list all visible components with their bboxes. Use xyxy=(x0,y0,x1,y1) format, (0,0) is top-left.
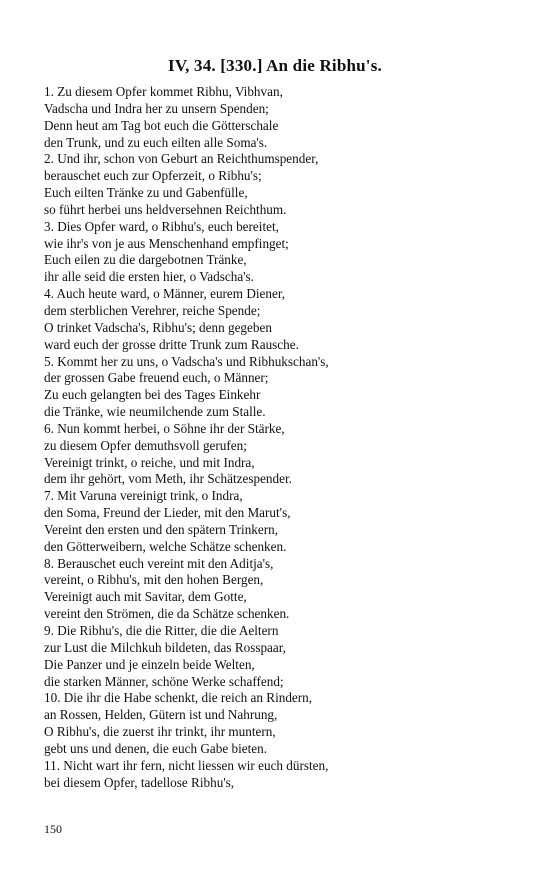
verse-line: die Tränke, wie neumilchende zum Stalle. xyxy=(44,404,266,420)
verse-line: ihr alle seid die ersten hier, o Vadscha's. xyxy=(44,269,254,285)
hymn-title: IV, 34. [330.] An die Ribhu's. xyxy=(168,56,382,75)
page-number: 150 xyxy=(44,822,62,836)
verse-line: 8. Berauschet euch vereint mit den Aditja's, xyxy=(44,555,274,571)
verse-line: Die Panzer und je einzeln beide Welten, xyxy=(44,656,255,672)
verse-line: Vereint den ersten und den spätern Trinkern, xyxy=(44,521,279,537)
verse-line: ward euch der grosse dritte Trunk zum Rausche. xyxy=(44,336,299,352)
verse-line: 5. Kommt her zu uns, o Vadscha's und Ribhukschan's, xyxy=(44,353,329,369)
verse-line: zu diesem Opfer demuthsvoll gerufen; xyxy=(44,437,247,453)
verse-line: wie ihr's von je aus Menschenhand empfinget; xyxy=(44,235,289,251)
verse-line: vereint den Strömen, die da Schätze schenken. xyxy=(44,606,290,622)
verse-line: den Soma, Freund der Lieder, mit den Marut's, xyxy=(44,505,291,521)
verse-line: dem sterblichen Verehrer, reiche Spende; xyxy=(44,302,261,318)
verse-line: 7. Mit Varuna vereinigt trink, o Indra, xyxy=(44,488,243,504)
verse-line: 6. Nun kommt herbei, o Söhne ihr der Stärke, xyxy=(44,420,285,436)
verse-line: Euch eilten Tränke zu und Gabenfülle, xyxy=(44,185,248,201)
verse-line: Vereinigt trinkt, o reiche, und mit Indra, xyxy=(44,454,255,470)
hymn-text xyxy=(44,84,514,791)
verse-line: O Ribhu's, die zuerst ihr trinkt, ihr muntern, xyxy=(44,724,276,740)
verse-line: Denn heut am Tag bot euch die Götterschale xyxy=(44,117,279,133)
verse-line: 10. Die ihr die Habe schenkt, die reich an Rindern, xyxy=(44,690,313,706)
verse-line: die starken Männer, schöne Werke schaffend; xyxy=(44,673,284,689)
verse-line: an Rossen, Helden, Gütern ist und Nahrung, xyxy=(44,707,278,723)
verse-line: 2. Und ihr, schon von Geburt an Reichthumspender, xyxy=(44,151,319,167)
verse-line: Vadscha und Indra her zu unsern Spenden; xyxy=(44,100,269,116)
verse-line: 9. Die Ribhu's, die die Ritter, die die Aeltern xyxy=(44,623,279,638)
verse-line: so führt herbei uns heldversehnen Reichthum. xyxy=(44,201,287,217)
verse-line: den Trunk, und zu euch eilten alle Soma's. xyxy=(44,134,268,150)
verse-line: Vereinigt auch mit Savitar, dem Gotte, xyxy=(44,589,247,605)
verse-line: Euch eilen zu die dargebotnen Tränke, xyxy=(44,252,247,268)
verse-line: O trinket Vadscha's, Ribhu's; denn gegeben xyxy=(44,319,272,335)
verse-line: 11. Nicht wart ihr fern, nicht liessen wir euch dürsten, xyxy=(44,757,329,773)
verse-line: berauschet euch zur Opferzeit, o Ribhu's; xyxy=(44,168,262,184)
verse-line: zur Lust die Milchkuh bildeten, das Rosspaar, xyxy=(44,639,286,655)
verse-line: der grossen Gabe freuend euch, o Männer; xyxy=(44,370,269,386)
verse-line: gebt uns und denen, die euch Gabe bieten. xyxy=(44,740,268,756)
verse-line: den Götterweibern, welche Schätze schenken. xyxy=(44,538,287,554)
verse-line: 4. Auch heute ward, o Männer, eurem Diener, xyxy=(44,286,285,302)
verse-line: 1. Zu diesem Opfer kommet Ribhu, Vibhvan, xyxy=(44,84,283,99)
verse-line: Zu euch gelangten bei des Tages Einkehr xyxy=(44,387,261,403)
verse-line: vereint, o Ribhu's, mit den hohen Bergen, xyxy=(44,572,264,588)
verse-line: dem ihr gehört, vom Meth, ihr Schätzespender. xyxy=(44,471,292,487)
verse-line: 3. Dies Opfer ward, o Ribhu's, euch bereitet, xyxy=(44,218,279,234)
verse-line: bei diesem Opfer, tadellose Ribhu's, xyxy=(44,774,235,790)
